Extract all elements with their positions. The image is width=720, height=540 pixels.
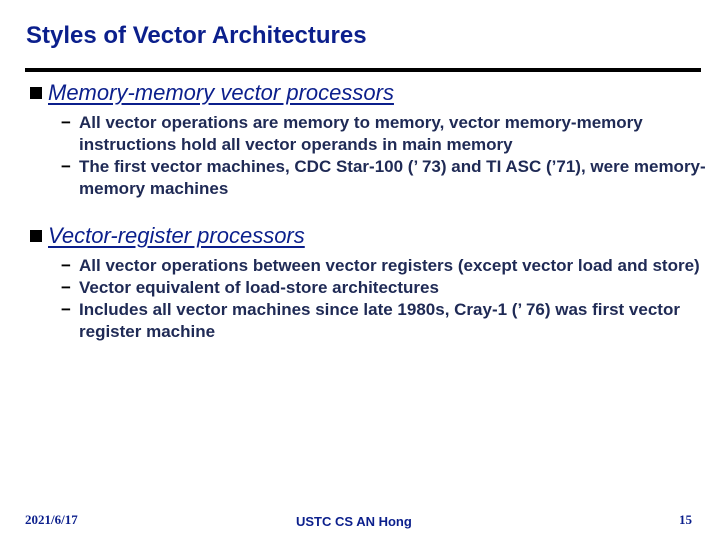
list-item-text: All vector operations between vector registers (except vector load and store) [79, 256, 700, 275]
bullet-list [58, 112, 718, 200]
list-item [58, 299, 720, 343]
list-item-text: Vector equivalent of load-store architectures [79, 278, 439, 297]
square-bullet-icon [30, 230, 42, 242]
section-memory-memory [30, 80, 718, 200]
dash-bullet-icon: − [61, 256, 71, 275]
list-item [58, 112, 718, 156]
section-heading-text: Memory-memory vector processors [48, 80, 394, 105]
list-item-text: All vector operations are memory to memory, vector memory-memory instructions hold all vector operands in main memory [79, 113, 643, 154]
list-item [58, 255, 720, 277]
footer-author: USTC CS AN Hong [296, 514, 412, 529]
dash-bullet-icon: − [61, 300, 71, 319]
dash-bullet-icon: − [61, 113, 71, 132]
list-item [58, 156, 718, 200]
slide-title: Styles of Vector Architectures [26, 22, 367, 49]
square-bullet-icon [30, 87, 42, 99]
section-heading-text: Vector-register processors [48, 223, 305, 248]
section-heading [30, 223, 720, 249]
page-number: 15 [679, 512, 692, 527]
section-heading [30, 80, 718, 106]
bullet-list [58, 255, 720, 343]
footer-date: 2021/6/17 [25, 512, 78, 527]
dash-bullet-icon: − [61, 157, 71, 176]
section-vector-register [30, 223, 720, 343]
dash-bullet-icon: − [61, 278, 71, 297]
list-item-text: The first vector machines, CDC Star-100 (’ 73) and TI ASC (’71), were memory-memory machines [79, 157, 706, 198]
list-item-text: Includes all vector machines since late 1980s, Cray-1 (’ 76) was first vector register machine [79, 300, 680, 341]
list-item [58, 277, 720, 299]
title-divider [25, 68, 701, 72]
